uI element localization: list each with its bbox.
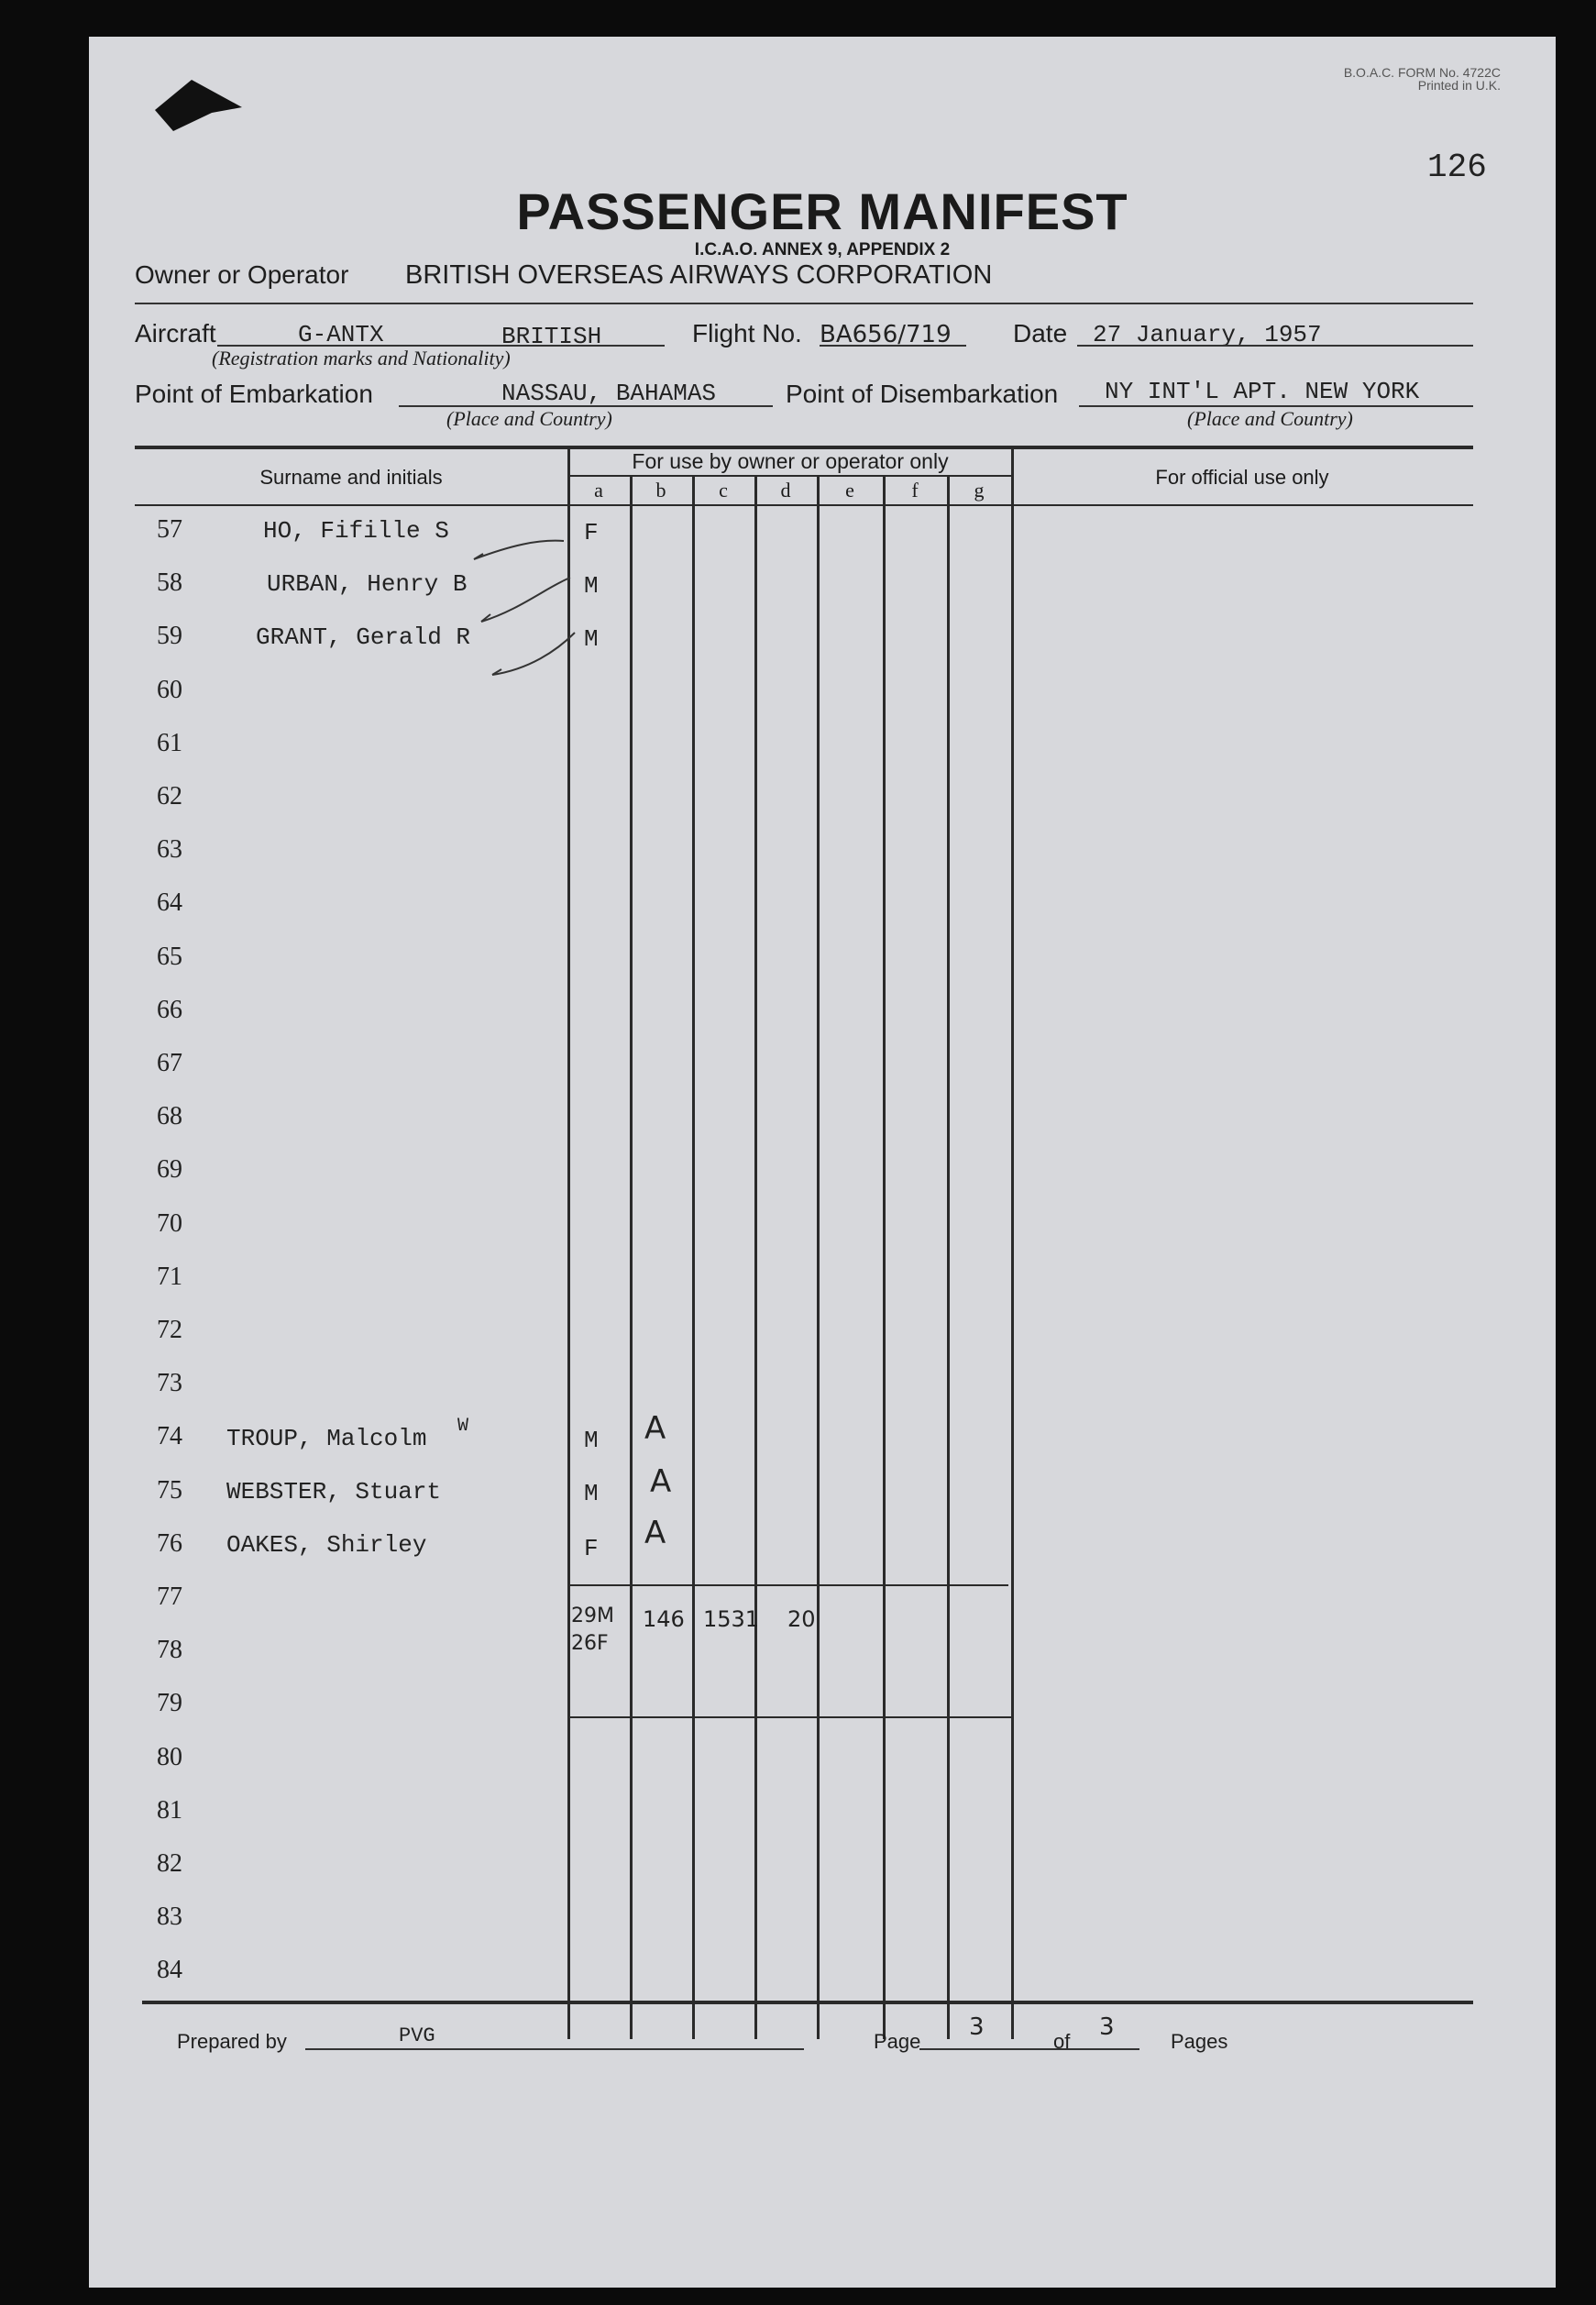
row-number: 64: [157, 888, 182, 917]
official-use-header: For official use only: [1155, 466, 1329, 489]
flight-value: BA656/719: [820, 321, 952, 348]
passenger-sex: M: [584, 625, 599, 653]
disembark-label: Point of Disembarkation: [786, 380, 1059, 408]
embark-label: Point of Embarkation: [135, 380, 373, 408]
row-number: 83: [157, 1902, 182, 1931]
row-number: 84: [157, 1956, 182, 1984]
row-number: 77: [157, 1583, 182, 1611]
row-number: 74: [157, 1422, 182, 1450]
passenger-name: HO, Fifille S: [263, 517, 449, 545]
passenger-sex: F: [584, 1535, 599, 1562]
row-number: 76: [157, 1529, 182, 1558]
passenger-name: OAKES, Shirley: [226, 1531, 427, 1559]
pages-label: Pages: [1171, 2030, 1228, 2053]
passenger-mark: A: [644, 1410, 666, 1447]
table-header-rule: [135, 504, 1473, 506]
of-label: of: [1053, 2030, 1071, 2053]
total-b: 146: [643, 1606, 685, 1632]
surname-header: Surname and initials: [259, 466, 443, 489]
date-rule: [1077, 345, 1473, 347]
col-header-e: e: [845, 479, 854, 502]
passenger-mark: A: [644, 1515, 666, 1551]
row-number: 60: [157, 676, 182, 704]
aircraft-reg: G-ANTX: [298, 321, 384, 348]
embark-note: (Place and Country): [446, 407, 612, 430]
row-number: 62: [157, 782, 182, 811]
row-number: 67: [157, 1049, 182, 1077]
total-male: 29M: [571, 1605, 614, 1627]
row-number: 66: [157, 996, 182, 1024]
page-title: PASSENGER MANIFEST: [516, 182, 1128, 240]
row-number: 81: [157, 1796, 182, 1825]
row-number: 68: [157, 1102, 182, 1130]
aircraft-note: (Registration marks and Nationality): [212, 347, 511, 369]
total-c: 1531: [703, 1606, 760, 1632]
total-female: 26F: [571, 1632, 609, 1655]
passenger-sex: M: [584, 1480, 599, 1507]
col-header-d: d: [780, 479, 791, 502]
row-number: 71: [157, 1263, 182, 1291]
prepared-label: Prepared by: [177, 2030, 287, 2053]
page-label: Page: [874, 2030, 921, 2053]
row-number: 58: [157, 568, 182, 597]
manifest-sheet: [89, 37, 1556, 2288]
owner-use-header-rule: [568, 475, 1012, 477]
of-rule: [1075, 2048, 1139, 2050]
disembark-value: NY INT'L APT. NEW YORK: [1105, 378, 1420, 405]
date-label: Date: [1013, 319, 1068, 347]
page-value: 3: [969, 2013, 985, 2041]
flight-label: Flight No.: [692, 319, 802, 347]
passenger-sex: M: [584, 572, 599, 600]
passenger-initial: W: [457, 1416, 469, 1437]
col-line-g-right: [1011, 446, 1014, 2039]
page-subtitle: I.C.A.O. ANNEX 9, APPENDIX 2: [694, 240, 951, 259]
of-value: 3: [1099, 2013, 1115, 2041]
passenger-name: WEBSTER, Stuart: [226, 1478, 442, 1505]
totals-bottom-rule: [568, 1716, 1012, 1718]
col-header-f: f: [911, 479, 919, 502]
passenger-name: URBAN, Henry B: [267, 570, 468, 598]
row-number: 72: [157, 1316, 182, 1344]
aircraft-nationality: BRITISH: [501, 323, 602, 350]
passenger-mark: A: [650, 1463, 672, 1500]
row-number: 78: [157, 1636, 182, 1664]
passenger-sex: F: [584, 519, 599, 546]
date-value: 27 January, 1957: [1093, 321, 1322, 348]
row-number: 61: [157, 729, 182, 757]
col-line-bc: [692, 475, 695, 2039]
col-line-fg: [947, 475, 950, 2039]
totals-top-rule: [568, 1584, 1008, 1586]
flight-rule: [820, 345, 966, 347]
link-strokes: [456, 495, 584, 688]
embark-value: NASSAU, BAHAMAS: [501, 380, 717, 407]
prepared-rule: [305, 2048, 804, 2050]
row-number: 79: [157, 1689, 182, 1717]
row-number: 65: [157, 943, 182, 971]
col-header-c: c: [719, 479, 728, 502]
disembark-note: (Place and Country): [1187, 407, 1353, 430]
total-d: 20: [787, 1606, 816, 1632]
form-code-block: [1281, 66, 1501, 92]
row-number: 82: [157, 1849, 182, 1878]
passenger-sex: M: [584, 1427, 599, 1454]
table-bottom-rule: [142, 2001, 1473, 2004]
col-line-ab: [630, 475, 633, 2039]
col-header-g: g: [974, 479, 985, 502]
col-header-a: a: [594, 479, 603, 502]
owner-rule: [135, 303, 1473, 304]
owner-value: BRITISH OVERSEAS AIRWAYS CORPORATION: [405, 260, 993, 290]
printed-in: Printed in U.K.: [1417, 78, 1501, 93]
passenger-name: GRANT, Gerald R: [256, 623, 471, 651]
col-line-ef: [883, 475, 886, 2039]
corner-mark-icon: [155, 78, 247, 133]
passenger-name: TROUP, Malcolm: [226, 1425, 427, 1452]
owner-label: Owner or Operator: [135, 260, 349, 289]
col-line-de: [817, 475, 820, 2039]
row-number: 80: [157, 1743, 182, 1771]
row-number: 63: [157, 835, 182, 864]
row-number: 75: [157, 1476, 182, 1505]
row-number: 73: [157, 1369, 182, 1397]
page-stamp: 126: [1427, 149, 1487, 186]
owner-use-header: For use by owner or operator only: [632, 449, 949, 473]
col-line-cd: [754, 475, 757, 2039]
col-header-b: b: [655, 479, 666, 502]
form-code: B.O.A.C. FORM No. 4722C: [1343, 65, 1501, 80]
row-number: 59: [157, 622, 182, 650]
row-number: 69: [157, 1155, 182, 1184]
row-number: 70: [157, 1209, 182, 1238]
row-number: 57: [157, 515, 182, 544]
aircraft-label: Aircraft: [135, 319, 216, 347]
prepared-value: PVG: [399, 2024, 435, 2047]
